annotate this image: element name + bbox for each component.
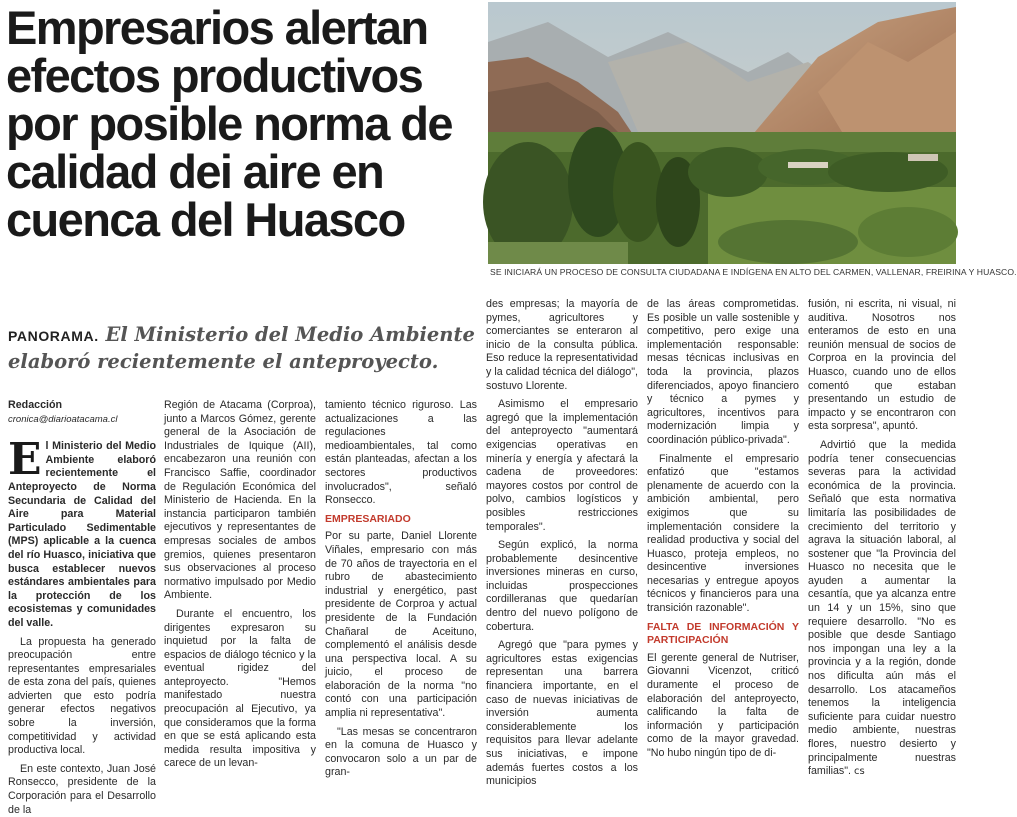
photo-caption: SE INICIARÁ UN PROCESO DE CONSULTA CIUDADANA E INDÍGENA EN ALTO DEL CARMEN, VALLENAR, FREIRINA Y HUASCO. xyxy=(490,267,1017,277)
body-paragraph: El gerente general de Nutriser, Giovanni Vicenzot, criticó duramente el proceso de elaboración del anteproyecto, calificando la falta de información y participación como de la mayor gravedad. "No hubo ningún tipo de di- xyxy=(647,651,799,759)
valley-illustration xyxy=(488,2,956,264)
article-column-5 xyxy=(647,298,799,760)
body-paragraph: Región de Atacama (Corproa), junto a Marcos Gómez, gerente general de la Asociación de Industriales de Iquique (AII), encabezaron una reunión con Francisco Saffie, coordinador de Regulación Económica del Ministerio de Hacienda. En la instancia participaron también ejecutivos y representantes de empresas sociales de ambos gremios, quienes presentaron sus observaciones al proceso normativo impulsado por Medio Ambiente. xyxy=(164,399,316,602)
body-paragraph: tamiento técnico riguroso. Las actualizaciones a las regulaciones medioambientales, tal como están planteadas, afectan a los sectores productivos involucrados", señaló Ronsecco. xyxy=(325,399,477,507)
article-column-3 xyxy=(325,399,477,779)
deck-kicker: PANORAMA. xyxy=(8,328,99,344)
dropcap: E xyxy=(8,434,42,486)
section-heading: FALTA DE INFORMACIÓN Y PARTICIPACIÓN xyxy=(647,620,799,647)
lead-paragraph: El Ministerio del Medio Ambiente elaboró recientemente el Anteproyecto de Norma Secundaria de Calidad del Aire para Material Particulado Sedimentable (MPS) aplicable a la cuenca del río Huasco, iniciativa que busca establecer nuevos estándares ambientales para la protección de los ecosistemas y comunidades del valle. xyxy=(8,434,156,629)
deck xyxy=(8,322,486,375)
body-paragraph: "Las mesas se concentraron en la comuna de Huasco y convocaron solo a un par de gran- xyxy=(325,725,477,779)
byline-name: Redacción xyxy=(8,399,63,411)
body-paragraph: Según explicó, la norma probablemente desincentive inversiones mineras en curso, incluidas prospecciones cordilleranas que quedarían dentro del nuevo polígono de cobertura. xyxy=(486,539,638,633)
landscape-photo xyxy=(488,2,956,264)
article-column-2 xyxy=(164,399,316,770)
article-column-6 xyxy=(808,298,956,778)
article-column-4 xyxy=(486,298,638,788)
body-paragraph: Por su parte, Daniel Llorente Viñales, empresario con más de 70 años de trayectoria en el rubro de abastecimiento industrial y energético, past presidente de Corproa y actual presidente de la Fundación Chañaral de Aceituno, complementó el análisis desde una perspectiva local. A su juicio, el proceso de elaboración de la norma "no contó con una participación amplia ni representativa". xyxy=(325,530,477,720)
body-paragraph: Finalmente el empresario enfatizó que "estamos plenamente de acuerdo con la ambición ambiental, pero exigimos que su implementación considere la realidad productiva y social del Huasco, proteja empleos, no desincentive inversiones necesarias y entregue apoyos técnicos y financieros para una transición razonable". xyxy=(647,452,799,615)
body-paragraph: La propuesta ha generado preocupación entre representantes empresariales de esta zona del país, quienes advierten que esto podría generar efectos negativos sobre la inversión, competitividad y actividad productiva local. xyxy=(8,635,156,757)
body-paragraph: Durante el encuentro, los dirigentes expresaron su inquietud por la falta de espacios de diálogo técnico y la eventual rigidez del anteproyecto. "Hemos manifestado nuestra preocupación al Ejecutivo, ya que consideramos que la forma en que se está aplicando esta medida resulta impositiva y carece de un levan- xyxy=(164,607,316,770)
body-paragraph: de las áreas comprometidas. Es posible un valle sostenible y competitivo, pero exige una implementación responsable: mesas técnicas inclusivas en toda la provincia, plazos diferenciados, apoyo financiero y técnico a pymes y agricultores, incentivos para modernización limpia y coordinación público-privada". xyxy=(647,298,799,446)
body-paragraph: des empresas; la mayoría de pymes, agricultores y comerciantes se enteraron al inicio de la consulta pública. Eso reduce la representatividad y la calidad técnica del diálogo", sostuvo Llorente. xyxy=(486,298,638,392)
end-mark: cs xyxy=(853,766,865,778)
body-paragraph: fusión, ni escrita, ni visual, ni auditiva. Nosotros nos enteramos de esto en una reunión mensual de socios de Corproa en la provincia del Huasco, cuando uno de ellos comentó que estaban presentando un estudio de impacto y se encontraron con esta sorpresa", apuntó. xyxy=(808,298,956,433)
section-heading: EMPRESARIADO xyxy=(325,512,411,525)
body-paragraph: Asimismo el empresario agregó que la implementación del anteproyecto "aumentará exigencias operativas en minería y energía y afectará la cadena de proveedores: mayores costos por control de polvo, cambios logísticos y posibles restricciones temporales". xyxy=(486,398,638,533)
body-paragraph: Agregó que "para pymes y agricultores estas exigencias representan una barrera financiera importante, en el caso de nuevas iniciativas de inversión aumenta considerablemente los requisitos para llevar adelante sus iniciativas, e impone además fuertes costos a los municipios xyxy=(486,639,638,788)
deck-text: El Ministerio del Medio Ambiente elaboró recientemente el anteproyecto. xyxy=(8,323,475,373)
body-paragraph: Advirtió que la medida podría tener consecuencias severas para la actividad económica de la provincia. Señaló que esta normativa limitaría las posibilidades de crecimiento del territorio y agrava la situación laboral, al sostener que "la Provincia del Huasco no necesita que le ayuden a aumentar la cesantía, que ya alcanza entre un 14 y un 15%, sino que requiere desarrollo. "No es posible que desde Santiago nos impongan una ley a la provincia y a la región, donde nos dificulta aún más el desarrollo. Los atacameños tenemos la inteligencia suficiente para cuidar nuestro medio ambiente, nuestras flores, nuestro desierto y principalmente nuestras familias". cs xyxy=(808,438,956,778)
byline-email: cronica@diarioatacama.cl xyxy=(8,413,118,425)
headline: Empresarios alertan efectos productivos por posible norma de calidad dei aire en cuenca del Huasco xyxy=(6,1,452,246)
body-paragraph: En este contexto, Juan José Ronsecco, presidente de la Corporación para el Desarrollo de la xyxy=(8,762,156,816)
article-column-1 xyxy=(8,399,156,816)
